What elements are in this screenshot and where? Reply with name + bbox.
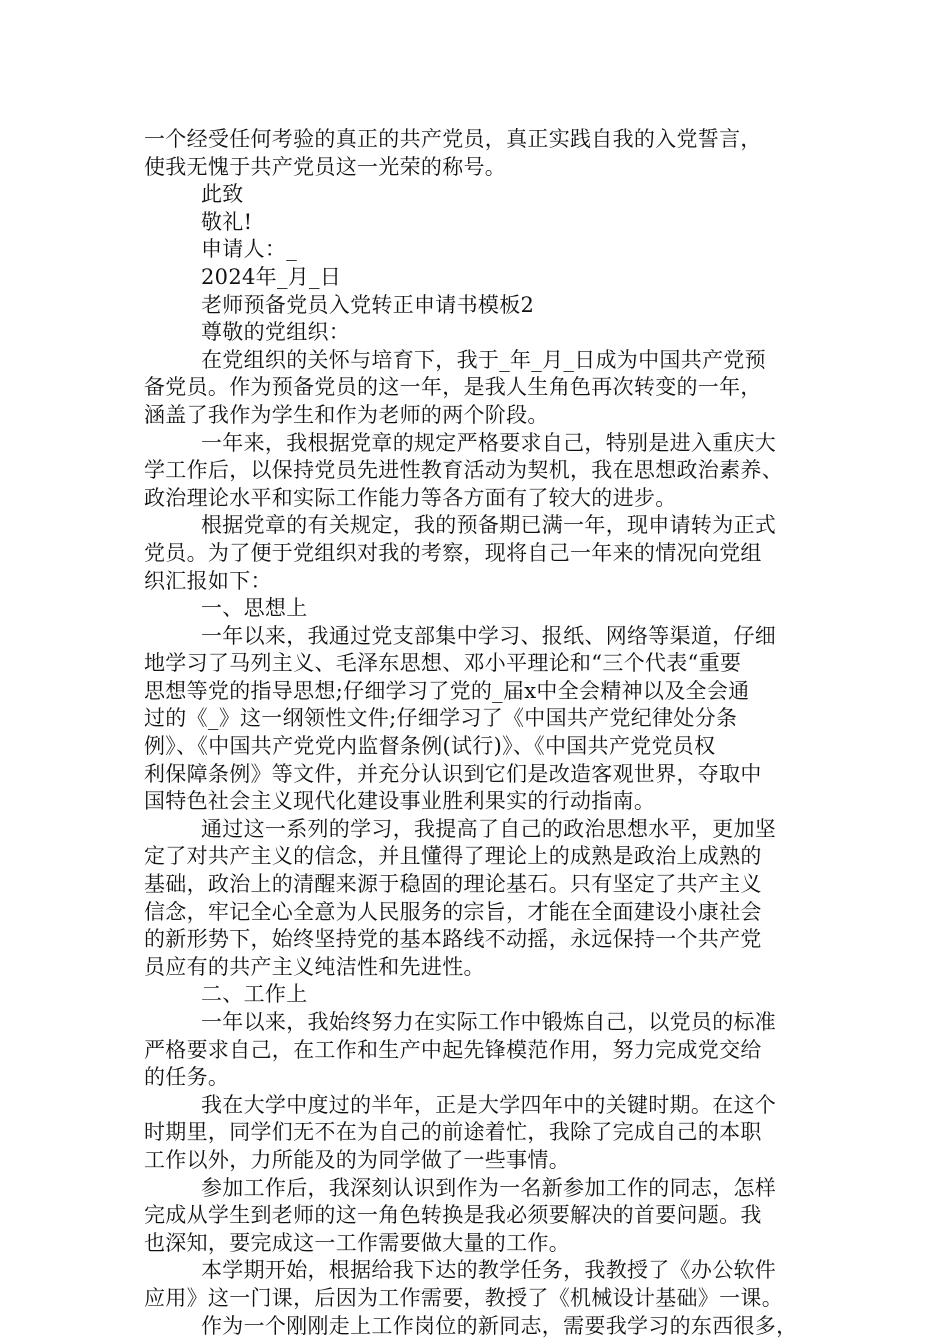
text-line: 在党组织的关怀与培育下，我于_年_月_日成为中国共产党预 (201, 347, 766, 372)
text-line: 完成从学生到老师的这一角色转换是我必须要解决的首要问题。我 (144, 1203, 762, 1228)
text-line: 例》、《中国共产党党内监督条例(试行)》、《中国共产党党员权 (144, 734, 716, 759)
text-line: 此致 (201, 182, 244, 207)
text-line: 一年以来，我通过党支部集中学习、报纸、网络等渠道，仔细 (201, 623, 777, 648)
text-line: 尊敬的党组织： (201, 320, 351, 345)
text-line: 信念，牢记全心全意为人民服务的宗旨，才能在全面建设小康社会 (144, 899, 762, 924)
text-line: 时期里，同学们无不在为自己的前途着忙，我除了完成自己的本职 (144, 1120, 762, 1145)
text-line: 政治理论水平和实际工作能力等各方面有了较大的进步。 (144, 485, 677, 510)
text-line: 地学习了马列主义、毛泽东思想、邓小平理论和“三个代表“重要 (144, 651, 742, 676)
text-line: 申请人：_ (201, 237, 297, 262)
text-line: 学工作后，以保持党员先进性教育活动为契机，我在思想政治素养、 (144, 458, 783, 483)
text-line: 思想等党的指导思想;仔细学习了党的_届x中全会精神以及全会通 (144, 678, 750, 703)
text-line: 严格要求自己，在工作和生产中起先锋模范作用，努力完成党交给 (144, 1037, 762, 1062)
text-line: 工作以外，力所能及的为同学做了一些事情。 (144, 1147, 570, 1172)
text-line: 2024年_月_日 (201, 264, 342, 289)
text-line: 参加工作后，我深刻认识到作为一名新参加工作的同志，怎样 (201, 1175, 777, 1200)
text-line: 根据党章的有关规定，我的预备期已满一年，现申请转为正式 (201, 513, 777, 538)
text-line: 过的《_》这一纲领性文件;仔细学习了《中国共产党纪律处分条 (144, 706, 738, 731)
text-line: 一、思想上 (201, 596, 308, 621)
text-line: 通过这一系列的学习，我提高了自己的政治思想水平，更加坚 (201, 816, 777, 841)
text-line: 本学期开始，根据给我下达的教学任务，我教授了《办公软件 (201, 1258, 777, 1283)
text-line: 作为一个刚刚走上工作岗位的新同志，需要我学习的东西很多， (201, 1313, 798, 1338)
text-line: 涵盖了我作为学生和作为老师的两个阶段。 (144, 402, 549, 427)
text-line: 一年来，我根据党章的规定严格要求自己，特别是进入重庆大 (201, 430, 777, 455)
text-line: 一年以来，我始终努力在实际工作中锻炼自己，以党员的标准 (201, 1010, 777, 1034)
text-line: 国特色社会主义现代化建设事业胜利果实的行动指南。 (144, 789, 656, 814)
text-line: 的任务。 (144, 1065, 230, 1090)
text-line: 基础，政治上的清醒来源于稳固的理论基石。只有坚定了共产主义 (144, 872, 762, 897)
text-line: 二、工作上 (201, 982, 308, 1007)
text-line: 我在大学中度过的半年，正是大学四年中的关键时期。在这个 (201, 1092, 777, 1117)
text-line: 也深知，要完成这一工作需要做大量的工作。 (144, 1230, 570, 1255)
text-line: 使我无愧于共产党员这一光荣的称号。 (144, 154, 507, 179)
text-line: 老师预备党员入党转正申请书模板2 (201, 292, 535, 317)
text-line: 应用》这一门课，后因为工作需要，教授了《机械设计基础》一课。 (144, 1285, 783, 1310)
text-line: 敬礼! (201, 209, 253, 234)
document-body (144, 126, 834, 1340)
text-line: 备党员。作为预备党员的这一年，是我人生角色再次转变的一年， (144, 375, 762, 400)
text-line: 的新形势下，始终坚持党的基本路线不动摇，永远保持一个共产党 (144, 927, 762, 952)
text-line: 员应有的共产主义纯洁性和先进性。 (144, 954, 485, 979)
text-line: 党员。为了便于党组织对我的考察，现将自己一年来的情况向党组 (144, 540, 762, 565)
text-line: 利保障条例》等文件，并充分认识到它们是改造客观世界，夺取中 (144, 761, 762, 786)
text-line: 一个经受任何考验的真正的共产党员，真正实践自我的入党誓言， (144, 127, 762, 151)
text-line: 定了对共产主义的信念，并且懂得了理论上的成熟是政治上成熟的 (144, 844, 762, 869)
text-line: 织汇报如下： (144, 568, 272, 593)
